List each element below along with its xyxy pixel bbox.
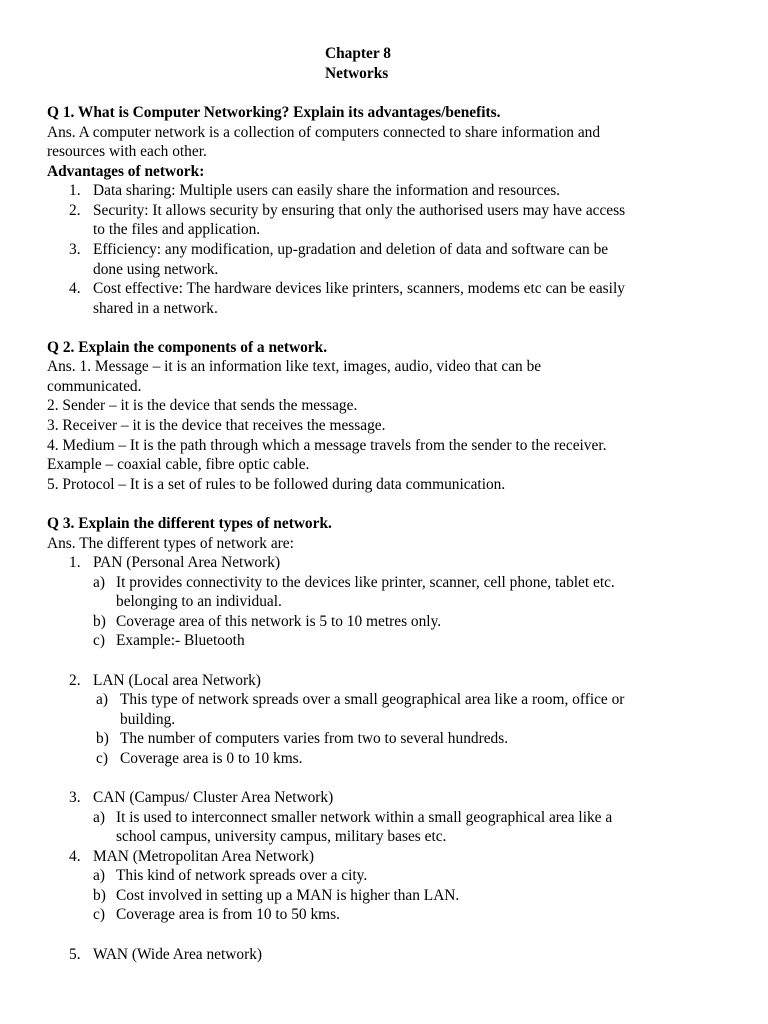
- sub-item-text: It is used to interconnect smaller network within a small geographical area like a: [116, 809, 613, 826]
- sub-item-text: school campus, university campus, military bases etc.: [116, 828, 447, 845]
- sub-letter: a): [96, 691, 108, 708]
- list-item-text: to the files and application.: [93, 221, 261, 238]
- sub-item-text: This type of network spreads over a small geographical area like a room, office or: [120, 691, 625, 708]
- list-item-text: Cost effective: The hardware devices like printers, scanners, modems etc can be easily: [93, 280, 625, 297]
- sub-letter: b): [96, 730, 109, 747]
- network-type-name: WAN (Wide Area network): [93, 946, 263, 963]
- list-number: 4.: [69, 280, 81, 297]
- sub-letter: b): [93, 887, 106, 904]
- sub-item-text: It provides connectivity to the devices like printer, scanner, cell phone, tablet etc.: [116, 574, 615, 591]
- q2-line: 4. Medium – It is the path through which a message travels from the sender to the receiver.: [47, 437, 607, 454]
- q1-answer-line-2: resources with each other.: [47, 143, 207, 160]
- q1-question: Q 1. What is Computer Networking? Explain its advantages/benefits.: [47, 104, 501, 121]
- q3-question: Q 3. Explain the different types of network.: [47, 515, 332, 532]
- q2-line: communicated.: [47, 378, 142, 395]
- sub-letter: a): [93, 574, 105, 591]
- sub-item-text: Example:- Bluetooth: [116, 632, 245, 649]
- sub-item-text: Coverage area is 0 to 10 kms.: [120, 750, 303, 767]
- sub-letter: c): [93, 632, 105, 649]
- list-number: 3.: [69, 789, 81, 806]
- sub-item-text: building.: [120, 711, 176, 728]
- list-item-text: Efficiency: any modification, up-gradation and deletion of data and software can be: [93, 241, 609, 258]
- q2-question: Q 2. Explain the components of a network.: [47, 339, 328, 356]
- q1-answer-line-1: Ans. A computer network is a collection of computers connected to share information and: [47, 124, 601, 141]
- list-number: 1.: [69, 182, 81, 199]
- chapter-title: Networks: [325, 65, 389, 82]
- chapter-number: Chapter 8: [325, 45, 391, 62]
- sub-letter: a): [93, 809, 105, 826]
- sub-letter: c): [96, 750, 108, 767]
- sub-item-text: Coverage area of this network is 5 to 10 metres only.: [116, 613, 442, 630]
- sub-item-text: belonging to an individual.: [116, 593, 282, 610]
- q3-intro: Ans. The different types of network are:: [47, 535, 294, 552]
- sub-item-text: Coverage area is from 10 to 50 kms.: [116, 906, 340, 923]
- network-type-name: MAN (Metropolitan Area Network): [93, 848, 314, 865]
- q2-line: Example – coaxial cable, fibre optic cable.: [47, 456, 310, 473]
- sub-item-text: This kind of network spreads over a city.: [116, 867, 368, 884]
- sub-letter: c): [93, 906, 105, 923]
- list-number: 2.: [69, 672, 81, 689]
- list-item-text: shared in a network.: [93, 300, 218, 317]
- network-type-name: CAN (Campus/ Cluster Area Network): [93, 789, 334, 806]
- q2-line: Ans. 1. Message – it is an information like text, images, audio, video that can be: [47, 358, 542, 375]
- list-number: 5.: [69, 946, 81, 963]
- sub-item-text: Cost involved in setting up a MAN is higher than LAN.: [116, 887, 460, 904]
- list-item-text: done using network.: [93, 261, 219, 278]
- sub-item-text: The number of computers varies from two to several hundreds.: [120, 730, 509, 747]
- q1-advantages-heading: Advantages of network:: [47, 163, 205, 180]
- q2-line: 3. Receiver – it is the device that receives the message.: [47, 417, 386, 434]
- list-number: 1.: [69, 554, 81, 571]
- list-number: 4.: [69, 848, 81, 865]
- network-type-name: LAN (Local area Network): [93, 672, 261, 689]
- list-item-text: Data sharing: Multiple users can easily share the information and resources.: [93, 182, 561, 199]
- sub-letter: b): [93, 613, 106, 630]
- network-type-name: PAN (Personal Area Network): [93, 554, 281, 571]
- q2-line: 5. Protocol – It is a set of rules to be followed during data communication.: [47, 476, 506, 493]
- list-number: 2.: [69, 202, 81, 219]
- list-item-text: Security: It allows security by ensuring that only the authorised users may have access: [93, 202, 626, 219]
- q2-line: 2. Sender – it is the device that sends the message.: [47, 397, 358, 414]
- list-number: 3.: [69, 241, 81, 258]
- sub-letter: a): [93, 867, 105, 884]
